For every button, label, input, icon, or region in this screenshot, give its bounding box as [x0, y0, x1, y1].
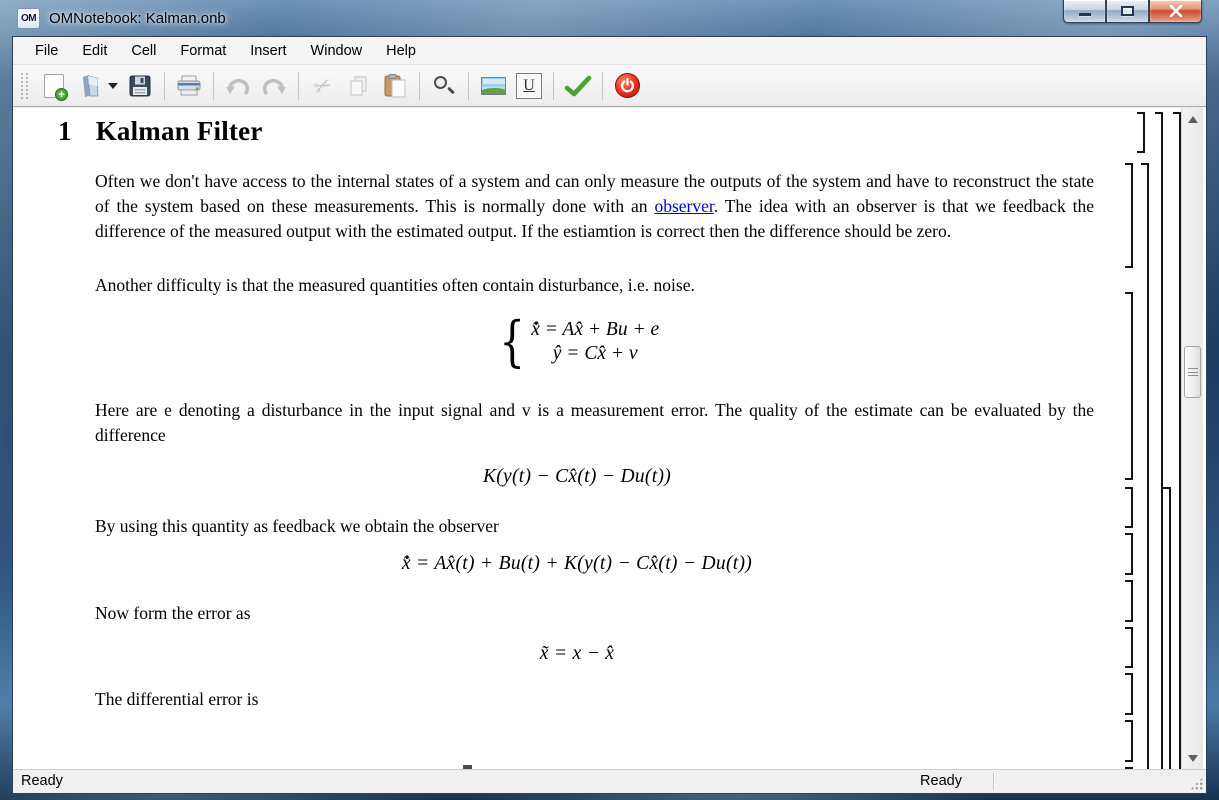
- cut-icon: ✂: [309, 70, 337, 101]
- undo-icon: [225, 75, 251, 97]
- print-button[interactable]: [171, 69, 207, 103]
- window-title: OMNotebook: Kalman.onb: [49, 9, 226, 27]
- new-document-icon: +: [44, 74, 64, 98]
- text-cell-error[interactable]: Now form the error as: [95, 603, 251, 624]
- section-title: Kalman Filter: [95, 116, 263, 146]
- resize-grip[interactable]: [1190, 777, 1203, 790]
- title-bar[interactable]: [0, 0, 1219, 36]
- text-cell-disturbance[interactable]: Here are e denoting a disturbance in the input signal and v is a measurement error. The quality of the estimate can be evaluated by the difference: [95, 399, 1094, 446]
- cell-bracket[interactable]: [1125, 720, 1133, 762]
- scroll-down-icon: [1188, 755, 1198, 762]
- formula-line-xdot: x̂̇ = Ax̂ + Bu + e: [531, 318, 660, 340]
- undo-button[interactable]: [220, 69, 256, 103]
- toolbar-separator: [213, 72, 214, 100]
- minimize-button[interactable]: [1063, 0, 1106, 23]
- observer-link[interactable]: observer: [654, 196, 714, 217]
- section-number: 1: [58, 116, 72, 146]
- close-button[interactable]: [1149, 0, 1202, 23]
- formula-observer[interactable]: x̂̇ = Ax̂(t) + Bu(t) + K(y(t) − Cx̂(t) − Du(t)): [401, 553, 753, 575]
- copy-icon: [347, 74, 371, 98]
- evaluate-button[interactable]: [560, 69, 596, 103]
- notebook-area: [13, 108, 1206, 769]
- redo-icon: [261, 75, 287, 97]
- menu-help[interactable]: Help: [386, 42, 416, 59]
- toolbar-separator: [553, 72, 554, 100]
- status-message: Ready: [21, 773, 63, 789]
- paste-button[interactable]: [377, 69, 413, 103]
- document-content: [13, 108, 1106, 769]
- window-controls: [1063, 0, 1202, 23]
- menu-window[interactable]: Window: [310, 42, 363, 59]
- system-brace: {: [499, 309, 525, 373]
- insert-image-button[interactable]: [475, 69, 511, 103]
- paste-icon: [382, 73, 408, 99]
- cell-bracket[interactable]: [1125, 580, 1133, 622]
- menu-cell[interactable]: Cell: [131, 42, 157, 59]
- menu-format[interactable]: Format: [180, 42, 227, 59]
- menu-bar: [13, 37, 1206, 65]
- save-button[interactable]: [122, 69, 158, 103]
- toolbar-separator: [298, 72, 299, 100]
- formula-error[interactable]: x̃ = x − x̂: [539, 642, 615, 664]
- app-logo-text: OM: [20, 12, 37, 24]
- toolbar-separator: [419, 72, 420, 100]
- status-state: Ready: [920, 773, 962, 789]
- cut-button[interactable]: [305, 69, 341, 103]
- open-recent-dropdown-icon[interactable]: [108, 83, 118, 89]
- group-bracket[interactable]: [1155, 112, 1163, 769]
- formula-feedback-term[interactable]: K(y(t) − Cx̂(t) − Du(t)): [482, 466, 672, 488]
- scroll-up-button[interactable]: [1182, 110, 1203, 128]
- open-folder-icon: [77, 73, 103, 99]
- cell-bracket[interactable]: [1125, 627, 1133, 668]
- text-cell-intro[interactable]: Often we don't have access to the internal states of a system and can only measure the outputs of the system and have to reconstruct the state of the system based on these measurements. This is normally done with an observer. The idea with an observer is that we feedback the difference of the measured output with the estimated output. If the estiamtion is correct then the difference should be zero.: [95, 171, 1094, 242]
- status-divider: [993, 773, 994, 790]
- maximize-button[interactable]: [1106, 0, 1149, 23]
- stop-button[interactable]: [609, 69, 645, 103]
- menu-insert[interactable]: Insert: [250, 42, 287, 59]
- formula-state-space[interactable]: [58, 309, 1096, 373]
- image-icon: [481, 77, 506, 95]
- search-button[interactable]: [426, 69, 462, 103]
- close-icon: [1169, 5, 1183, 17]
- open-file-button[interactable]: [72, 69, 108, 103]
- maximize-icon: [1121, 6, 1134, 16]
- tool-bar: [13, 65, 1206, 107]
- check-icon: [564, 74, 592, 98]
- group-bracket[interactable]: [1141, 163, 1149, 769]
- cell-bracket[interactable]: [1125, 673, 1133, 715]
- scroll-down-button[interactable]: [1182, 749, 1203, 767]
- text-cell-differential[interactable]: The differential error is: [95, 688, 259, 709]
- section-heading[interactable]: [58, 116, 1096, 147]
- text-cell-noise[interactable]: Another difficulty is that the measured quantities often contain disturbance, i.e. noise.: [95, 274, 695, 295]
- cell-bracket[interactable]: [1137, 112, 1145, 153]
- vertical-scrollbar[interactable]: [1181, 108, 1203, 769]
- formula-line-y: ŷ = Cx̂ + v: [552, 342, 638, 364]
- cell-bracket[interactable]: [1125, 487, 1133, 528]
- client-area: [12, 36, 1207, 794]
- cell-bracket[interactable]: [1125, 163, 1133, 268]
- group-bracket[interactable]: [1173, 112, 1181, 769]
- print-icon: [176, 74, 202, 98]
- save-icon: [128, 74, 152, 98]
- copy-button[interactable]: [341, 69, 377, 103]
- scroll-up-icon: [1188, 116, 1198, 123]
- search-icon: [432, 74, 456, 98]
- toolbar-grip[interactable]: [21, 73, 28, 99]
- menu-edit[interactable]: Edit: [82, 42, 108, 59]
- menu-file[interactable]: File: [35, 42, 59, 59]
- cell-bracket[interactable]: [1125, 533, 1133, 575]
- toolbar-separator: [164, 72, 165, 100]
- scrollbar-thumb[interactable]: [1184, 346, 1201, 398]
- status-bar: [13, 769, 1206, 793]
- scrollbar-grip-icon: [1188, 368, 1198, 376]
- group-bracket[interactable]: [1163, 487, 1171, 769]
- redo-button[interactable]: [256, 69, 292, 103]
- cell-bracket[interactable]: [1125, 292, 1133, 480]
- app-logo-icon: [17, 8, 40, 29]
- toolbar-separator: [602, 72, 603, 100]
- underline-button[interactable]: [511, 69, 547, 103]
- new-document-button[interactable]: [36, 69, 72, 103]
- power-icon: [615, 73, 640, 98]
- toolbar-separator: [468, 72, 469, 100]
- underline-icon: U: [516, 73, 542, 99]
- minimize-icon: [1079, 13, 1091, 16]
- text-cell-feedback[interactable]: By using this quantity as feedback we obtain the observer: [95, 516, 499, 537]
